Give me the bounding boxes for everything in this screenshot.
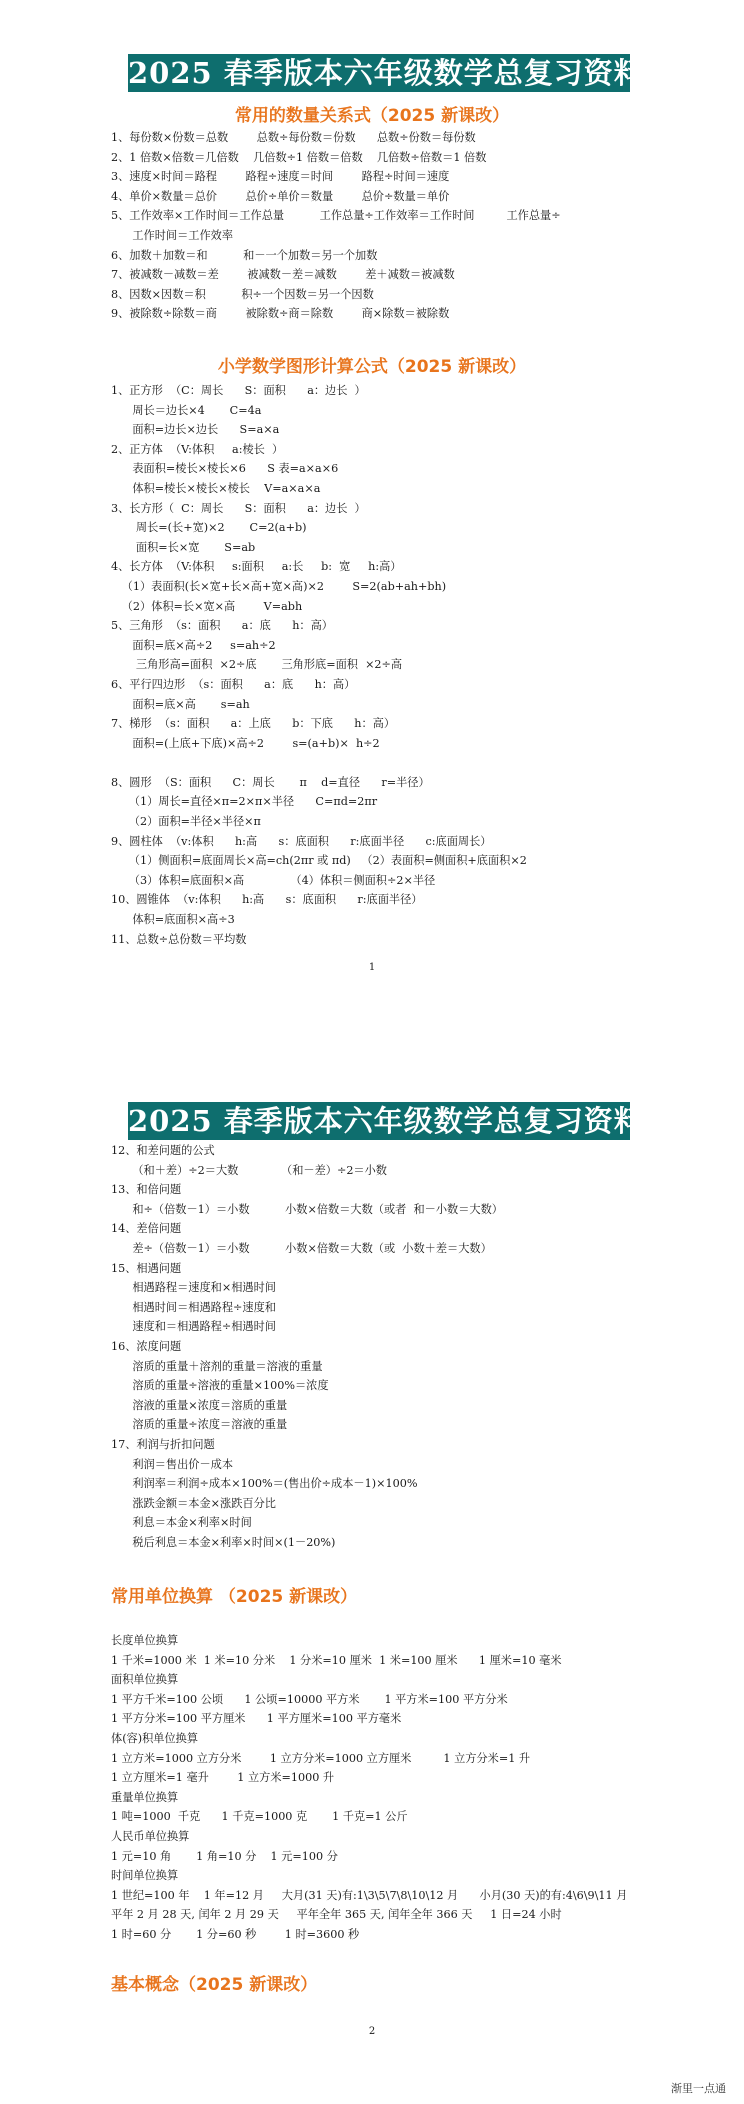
section-heading-geometry: 小学数学图形计算公式（2025 新课改） xyxy=(217,357,527,377)
conversion-line: 1 立方厘米=1 毫升 1 立方米=1000 升 xyxy=(111,1771,335,1785)
formula-line: 差÷（倍数－1）＝小数 小数×倍数＝大数（或 小数＋差＝大数） xyxy=(111,1241,492,1255)
formula-line: 2、1 倍数×倍数＝几倍数 几倍数÷1 倍数＝倍数 几倍数÷倍数＝1 倍数 xyxy=(111,150,487,164)
formula-line: （3）体积=底面积×高 （4）体积＝侧面积÷2×半径 xyxy=(111,873,436,887)
page-number: 2 xyxy=(368,2026,376,2037)
formula-line: （1）侧面积=底面周长×高=ch(2πr 或 πd) （2）表面积=侧面积+底面积×2 xyxy=(111,854,527,868)
formula-line: 三角形高=面积 ×2÷底 三角形底=面积 ×2÷高 xyxy=(111,658,403,672)
formula-line: 4、长方体 （V:体积 s:面积 a:长 b: 宽 h:高） xyxy=(111,560,402,574)
formula-line xyxy=(111,753,656,773)
formula-line: 周长＝边长×4 C=4a xyxy=(111,403,262,417)
unit-conversion-list xyxy=(111,1631,656,1945)
formula-line: 2、正方体 （V:体积 a:棱长 ） xyxy=(111,442,284,456)
formula-line: 溶质的重量÷溶液的重量×100%＝浓度 xyxy=(111,1379,329,1393)
geometry-formulas-list xyxy=(111,381,656,949)
formula-line: 利润率＝利润÷成本×100%＝(售出价÷成本－1)×100% xyxy=(111,1477,418,1491)
formula-line: 15、相遇问题 xyxy=(111,1261,182,1275)
conversion-line: 1 世纪=100 年 1 年=12 月 大月(31 天)有:1\3\5\7\8\10\12 月 小月(30 天)的有:4\6\9\11 月 xyxy=(111,1888,628,1902)
quantity-relations-list xyxy=(111,128,656,324)
conversion-line: 1 立方米=1000 立方分米 1 立方分米=1000 立方厘米 1 立方分米=1 升 xyxy=(111,1751,531,1765)
formula-line: 面积=底×高÷2 s=ah÷2 xyxy=(111,638,276,652)
conversion-line: 重量单位换算 xyxy=(111,1790,179,1804)
formula-line: 8、因数×因数＝积 积÷一个因数＝另一个因数 xyxy=(111,287,374,301)
formula-line: 体积=底面积×高÷3 xyxy=(111,913,235,927)
formula-line: 相遇路程＝速度和×相遇时间 xyxy=(111,1281,276,1295)
formula-line: 9、被除数÷除数＝商 被除数÷商＝除数 商×除数＝被除数 xyxy=(111,307,450,321)
conversion-line: 平年 2 月 28 天, 闰年 2 月 29 天 平年全年 365 天, 闰年全年 366 天 1 日=24 小时 xyxy=(111,1908,562,1922)
formula-line: 面积=边长×边长 S=a×a xyxy=(111,423,280,437)
formula-line: （2）体积=长×宽×高 V=abh xyxy=(111,599,303,613)
formula-line: （1）表面积(长×宽+长×高+宽×高)×2 S=2(ab+ah+bh) xyxy=(111,579,447,593)
formula-line: 涨跌金额＝本金×涨跌百分比 xyxy=(111,1496,276,1510)
conversion-line: 1 吨=1000 千克 1 千克=1000 克 1 千克=1 公斤 xyxy=(111,1810,408,1824)
conversion-line: 长度单位换算 xyxy=(111,1634,179,1647)
formula-line: 面积=(上底+下底)×高÷2 s=(a+b)× h÷2 xyxy=(111,736,380,750)
formula-line: 工作时间＝工作效率 xyxy=(111,228,234,242)
formula-line: 表面积=棱长×棱长×6 S 表=a×a×6 xyxy=(111,462,339,476)
formula-line: 1、每份数×份数＝总数 总数÷每份数＝份数 总数÷份数＝每份数 xyxy=(111,131,476,144)
formula-line: 9、圆柱体 （v:体积 h:高 s：底面积 r:底面半径 c:底面周长） xyxy=(111,834,492,848)
formula-line: （1）周长=直径×π=2×π×半径 C=πd=2πr xyxy=(111,795,378,809)
formula-line: 6、平行四边形 （s：面积 a：底 h：高） xyxy=(111,677,356,691)
conversion-line: 体(容)积单位换算 xyxy=(111,1731,199,1745)
formula-line: 5、工作效率×工作时间＝工作总量 工作总量÷工作效率＝工作时间 工作总量÷ xyxy=(111,209,561,223)
formula-line: 3、速度×时间＝路程 路程÷速度＝时间 路程÷时间＝速度 xyxy=(111,170,450,184)
page-title-banner: 2025 春季版本六年级数学总复习资料归纳 xyxy=(128,1104,704,1138)
conversion-line: 1 平方千米=100 公顷 1 公顷=10000 平方米 1 平方米=100 平方分米 xyxy=(111,1692,508,1706)
formula-line: 溶液的重量×浓度＝溶质的重量 xyxy=(111,1398,288,1412)
formula-line: 利息＝本金×利率×时间 xyxy=(111,1516,252,1530)
conversion-line: 人民币单位换算 xyxy=(111,1829,190,1843)
formula-line: 面积=底×高 s=ah xyxy=(111,697,250,711)
page-title-banner: 2025 春季版本六年级数学总复习资料归纳 xyxy=(128,56,704,90)
formula-line: 14、差倍问题 xyxy=(111,1222,182,1236)
formula-line: 13、和倍问题 xyxy=(111,1183,182,1197)
formula-line: 6、加数＋加数＝和 和－一个加数＝另一个加数 xyxy=(111,248,378,262)
conversion-line: 1 平方分米=100 平方厘米 1 平方厘米=100 平方毫米 xyxy=(111,1712,402,1726)
formula-line: 周长=(长+宽)×2 C=2(a+b) xyxy=(111,521,307,535)
formula-line: 16、浓度问题 xyxy=(111,1339,182,1353)
section-heading-units: 常用单位换算 （2025 新课改） xyxy=(111,1587,358,1607)
formula-line: （和＋差）÷2＝大数 （和－差）÷2＝小数 xyxy=(111,1163,387,1177)
section-heading-quantity: 常用的数量关系式（2025 新课改） xyxy=(234,106,510,126)
formula-line: 税后利息＝本金×利率×时间×(1－20%) xyxy=(111,1535,336,1549)
formula-line: （2）面积=半径×半径×π xyxy=(111,815,261,829)
formula-line: 11、总数÷总份数＝平均数 xyxy=(111,932,247,946)
formula-line: 17、利润与折扣问题 xyxy=(111,1437,215,1451)
formula-line: 1、正方形 （C：周长 S：面积 a：边长 ） xyxy=(111,384,366,397)
conversion-line: 时间单位换算 xyxy=(111,1869,179,1883)
formula-line: 利润＝售出价－成本 xyxy=(111,1457,234,1471)
section-heading-concepts: 基本概念（2025 新课改） xyxy=(111,1975,318,1995)
formula-line: 和÷（倍数－1）＝小数 小数×倍数＝大数（或者 和－小数＝大数） xyxy=(111,1202,503,1216)
conversion-line: 1 千米=1000 米 1 米=10 分米 1 分米=10 厘米 1 米=100 厘米 1 厘米=10 毫米 xyxy=(111,1653,562,1667)
formula-line: 溶质的重量÷浓度＝溶液的重量 xyxy=(111,1418,288,1432)
formula-line: 3、长方形（ C：周长 S：面积 a：边长 ） xyxy=(111,501,366,515)
conversion-line: 面积单位换算 xyxy=(111,1673,179,1687)
formula-line: 相遇时间＝相遇路程÷速度和 xyxy=(111,1300,276,1314)
formula-line: 溶质的重量＋溶剂的重量＝溶液的重量 xyxy=(111,1359,323,1373)
page-number: 1 xyxy=(368,962,376,973)
formula-line: 速度和＝相遇路程÷相遇时间 xyxy=(111,1320,276,1334)
formula-line: 5、三角形 （s：面积 a：底 h：高） xyxy=(111,619,333,633)
formula-line: 7、被减数－减数＝差 被减数－差＝减数 差＋减数＝被减数 xyxy=(111,268,455,282)
page-2 xyxy=(0,1080,744,2104)
formula-line: 10、圆锥体 （v:体积 h:高 s：底面积 r:底面半径） xyxy=(111,893,423,907)
footer-watermark: 渐里一点通 xyxy=(671,2082,726,2095)
formula-line: 7、梯形 （s：面积 a：上底 b：下底 h：高） xyxy=(111,717,396,731)
formula-line: 体积=棱长×棱长×棱长 V=a×a×a xyxy=(111,481,321,495)
conversion-line: 1 元=10 角 1 角=10 分 1 元=100 分 xyxy=(111,1849,338,1863)
formula-line: 8、圆形 （S：面积 C：周长 π d=直径 r=半径） xyxy=(111,775,430,789)
conversion-line: 1 时=60 分 1 分=60 秒 1 时=3600 秒 xyxy=(111,1927,360,1941)
formula-line: 面积=长×宽 S=ab xyxy=(111,540,256,554)
formula-line: 12、和差问题的公式 xyxy=(111,1144,215,1157)
formula-line: 4、单价×数量＝总价 总价÷单价＝数量 总价÷数量＝单价 xyxy=(111,189,450,203)
word-problem-formulas-list xyxy=(111,1141,656,1552)
